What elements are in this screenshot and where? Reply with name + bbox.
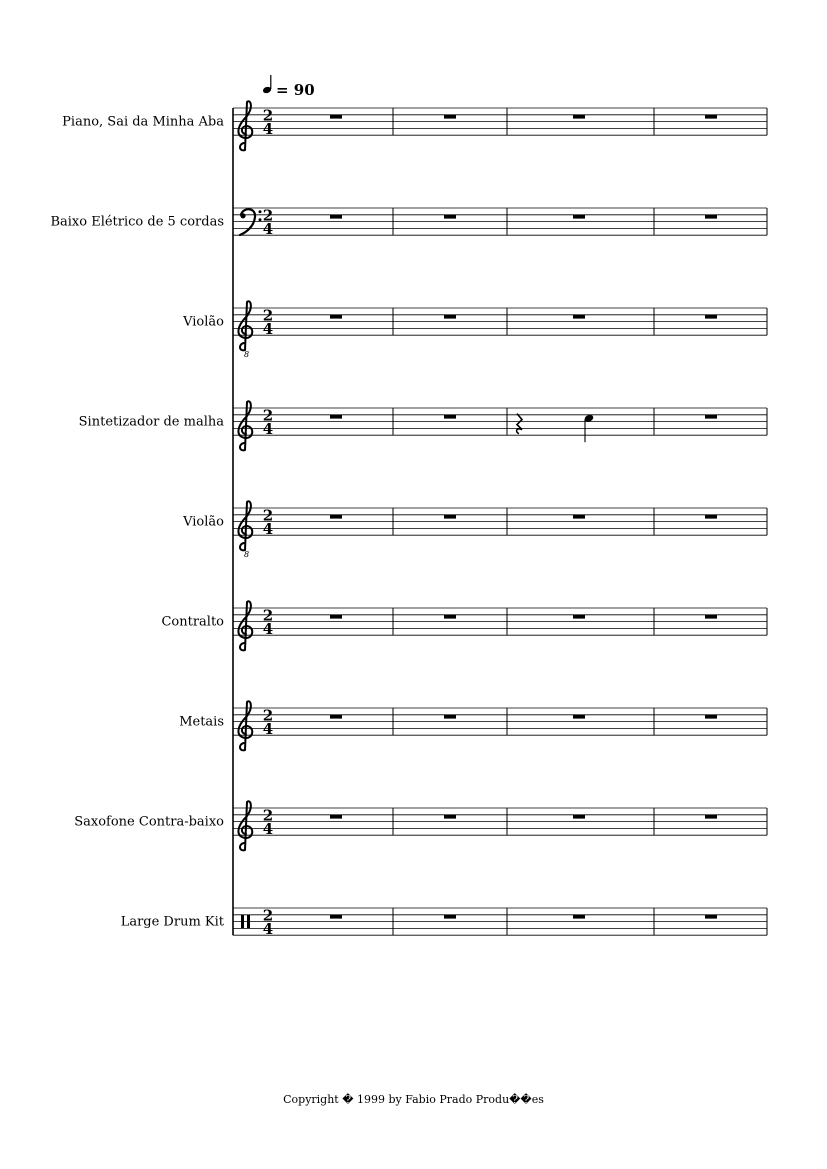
whole-rest-icon (705, 115, 717, 119)
whole-rest-icon (573, 215, 585, 219)
whole-rest-icon (573, 515, 585, 519)
whole-rest-icon (330, 415, 342, 419)
staff-8 (74, 801, 767, 850)
treble-clef-icon (238, 801, 252, 850)
time-signature-denominator: 4 (262, 620, 274, 639)
whole-rest-icon (444, 415, 456, 419)
whole-rest-icon (330, 815, 342, 819)
staves (50, 101, 767, 938)
whole-rest-icon (330, 715, 342, 719)
treble-clef-icon (238, 401, 252, 450)
instrument-name: Large Drum Kit (120, 914, 224, 930)
percussion-clef-icon (241, 915, 244, 929)
bass-clef-dot (240, 213, 245, 218)
whole-rest-icon (444, 315, 456, 319)
time-signature-numerator: 2 (262, 306, 274, 325)
time-signature-numerator: 2 (262, 706, 274, 725)
time-signature-denominator: 4 (262, 720, 274, 739)
whole-rest-icon (444, 815, 456, 819)
whole-rest-icon (573, 615, 585, 619)
percussion-clef-icon (247, 915, 250, 929)
time-signature-denominator: 4 (262, 820, 274, 839)
instrument-name: Saxofone Contra-baixo (74, 814, 224, 830)
time-signature-numerator: 2 (262, 406, 274, 425)
whole-rest-icon (573, 915, 585, 919)
whole-rest-icon (444, 215, 456, 219)
staff-1 (62, 101, 767, 150)
whole-rest-icon (705, 415, 717, 419)
whole-rest-icon (705, 615, 717, 619)
time-signature-numerator: 2 (262, 206, 274, 225)
bass-clef-dot (259, 218, 262, 221)
whole-rest-icon (573, 715, 585, 719)
instrument-name: Baixo Elétrico de 5 cordas (50, 214, 224, 230)
staff-7 (179, 701, 767, 750)
tempo-bpm: = 90 (276, 81, 315, 99)
whole-rest-icon (330, 115, 342, 119)
quarter-rest-icon (517, 414, 522, 434)
whole-rest-icon (573, 815, 585, 819)
staff-6 (161, 601, 767, 650)
whole-rest-icon (330, 915, 342, 919)
bass-clef-dot (259, 210, 262, 213)
bass-clef-icon (240, 209, 255, 235)
time-signature-numerator: 2 (262, 506, 274, 525)
whole-rest-icon (573, 315, 585, 319)
time-signature-numerator: 2 (262, 806, 274, 825)
treble-clef-icon (238, 501, 252, 550)
octave-8-label: 8 (244, 350, 250, 359)
treble-clef-icon (238, 301, 252, 350)
instrument-name: Metais (179, 714, 224, 730)
whole-rest-icon (444, 915, 456, 919)
time-signature-denominator: 4 (262, 520, 274, 539)
octave-8-label: 8 (244, 550, 250, 559)
whole-rest-icon (444, 615, 456, 619)
time-signature-denominator: 4 (262, 420, 274, 439)
time-signature-denominator: 4 (262, 920, 274, 939)
staff-3 (182, 301, 767, 359)
whole-rest-icon (330, 515, 342, 519)
whole-rest-icon (705, 715, 717, 719)
whole-rest-icon (705, 515, 717, 519)
whole-rest-icon (705, 815, 717, 819)
treble-clef-icon (238, 601, 252, 650)
instrument-name: Piano, Sai da Minha Aba (62, 114, 224, 130)
time-signature-denominator: 4 (262, 220, 274, 239)
time-signature-numerator: 2 (262, 106, 274, 125)
whole-rest-icon (444, 715, 456, 719)
whole-rest-icon (705, 315, 717, 319)
treble-clef-icon (238, 701, 252, 750)
whole-rest-icon (573, 115, 585, 119)
time-signature-denominator: 4 (262, 320, 274, 339)
whole-rest-icon (444, 515, 456, 519)
instrument-name: Sintetizador de malha (78, 414, 224, 430)
treble-clef-icon (238, 101, 252, 150)
staff-9 (121, 907, 767, 939)
whole-rest-icon (705, 915, 717, 919)
staff-2 (50, 207, 767, 239)
whole-rest-icon (444, 115, 456, 119)
instrument-name: Contralto (161, 614, 224, 630)
whole-rest-icon (330, 215, 342, 219)
tempo-marking (262, 75, 315, 99)
staff-5 (182, 501, 767, 559)
time-signature-numerator: 2 (262, 906, 274, 925)
instrument-name: Violão (183, 314, 224, 330)
time-signature-denominator: 4 (262, 120, 274, 139)
whole-rest-icon (330, 315, 342, 319)
staff-4 (79, 401, 767, 450)
whole-rest-icon (705, 215, 717, 219)
whole-rest-icon (330, 615, 342, 619)
copyright-footer: Copyright � 1999 by Fabio Prado Produ��es (283, 1093, 544, 1106)
time-signature-numerator: 2 (262, 606, 274, 625)
instrument-name: Violão (183, 514, 224, 530)
